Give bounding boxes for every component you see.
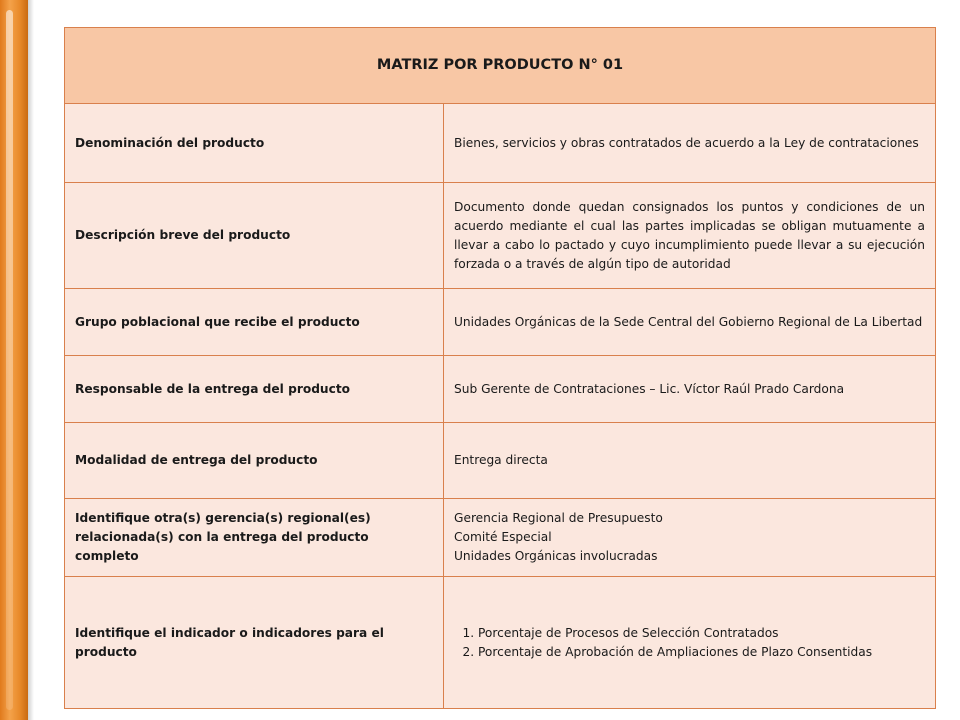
row-value-gerencias	[444, 499, 936, 577]
row-label-descripcion: Descripción breve del producto	[65, 183, 444, 289]
gerencia-line: Comité Especial	[454, 530, 552, 544]
row-value-descripcion: Documento donde quedan consignados los puntos y condiciones de un acuerdo mediante el cual las partes implicadas se obligan mutuamente a llevar a cabo lo pactado y cuyo incumplimiento puede llevar a su ejecución forzada o a través de algún tipo de autoridad	[444, 183, 936, 289]
table-row	[65, 356, 936, 423]
row-value-indicadores	[444, 577, 936, 709]
row-value-denominacion: Bienes, servicios y obras contratados de acuerdo a la Ley de contrataciones	[444, 104, 936, 183]
table-row	[65, 499, 936, 577]
row-label-grupo-poblacional: Grupo poblacional que recibe el producto	[65, 289, 444, 356]
matrix-title: MATRIZ POR PRODUCTO N° 01	[65, 28, 936, 104]
row-label-indicadores: Identifique el indicador o indicadores para el producto	[65, 577, 444, 709]
indicator-item: 2. Porcentaje de Aprobación de Ampliaciones de Plazo Consentidas	[478, 643, 925, 662]
side-bar-gloss	[6, 10, 13, 710]
table-row	[65, 289, 936, 356]
row-label-gerencias: Identifique otra(s) gerencia(s) regional(es) relacionada(s) con la entrega del producto completo	[65, 499, 444, 577]
indicator-item: 1. Porcentaje de Procesos de Selección Contratados	[478, 624, 925, 643]
gerencia-line: Unidades Orgánicas involucradas	[454, 549, 658, 563]
row-value-responsable: Sub Gerente de Contrataciones – Lic. Víctor Raúl Prado Cardona	[444, 356, 936, 423]
table-row	[65, 183, 936, 289]
table-row	[65, 423, 936, 499]
table-header-row	[65, 28, 936, 104]
table-row	[65, 577, 936, 709]
row-label-denominacion: Denominación del producto	[65, 104, 444, 183]
row-value-modalidad: Entrega directa	[444, 423, 936, 499]
table-row	[65, 104, 936, 183]
gerencia-line: Gerencia Regional de Presupuesto	[454, 511, 663, 525]
indicator-list	[454, 624, 925, 662]
decorative-side-bar	[0, 0, 28, 720]
side-bar-shadow	[28, 0, 34, 720]
product-matrix-table	[64, 27, 936, 709]
row-label-responsable: Responsable de la entrega del producto	[65, 356, 444, 423]
row-value-grupo-poblacional: Unidades Orgánicas de la Sede Central del Gobierno Regional de La Libertad	[444, 289, 936, 356]
row-label-modalidad: Modalidad de entrega del producto	[65, 423, 444, 499]
